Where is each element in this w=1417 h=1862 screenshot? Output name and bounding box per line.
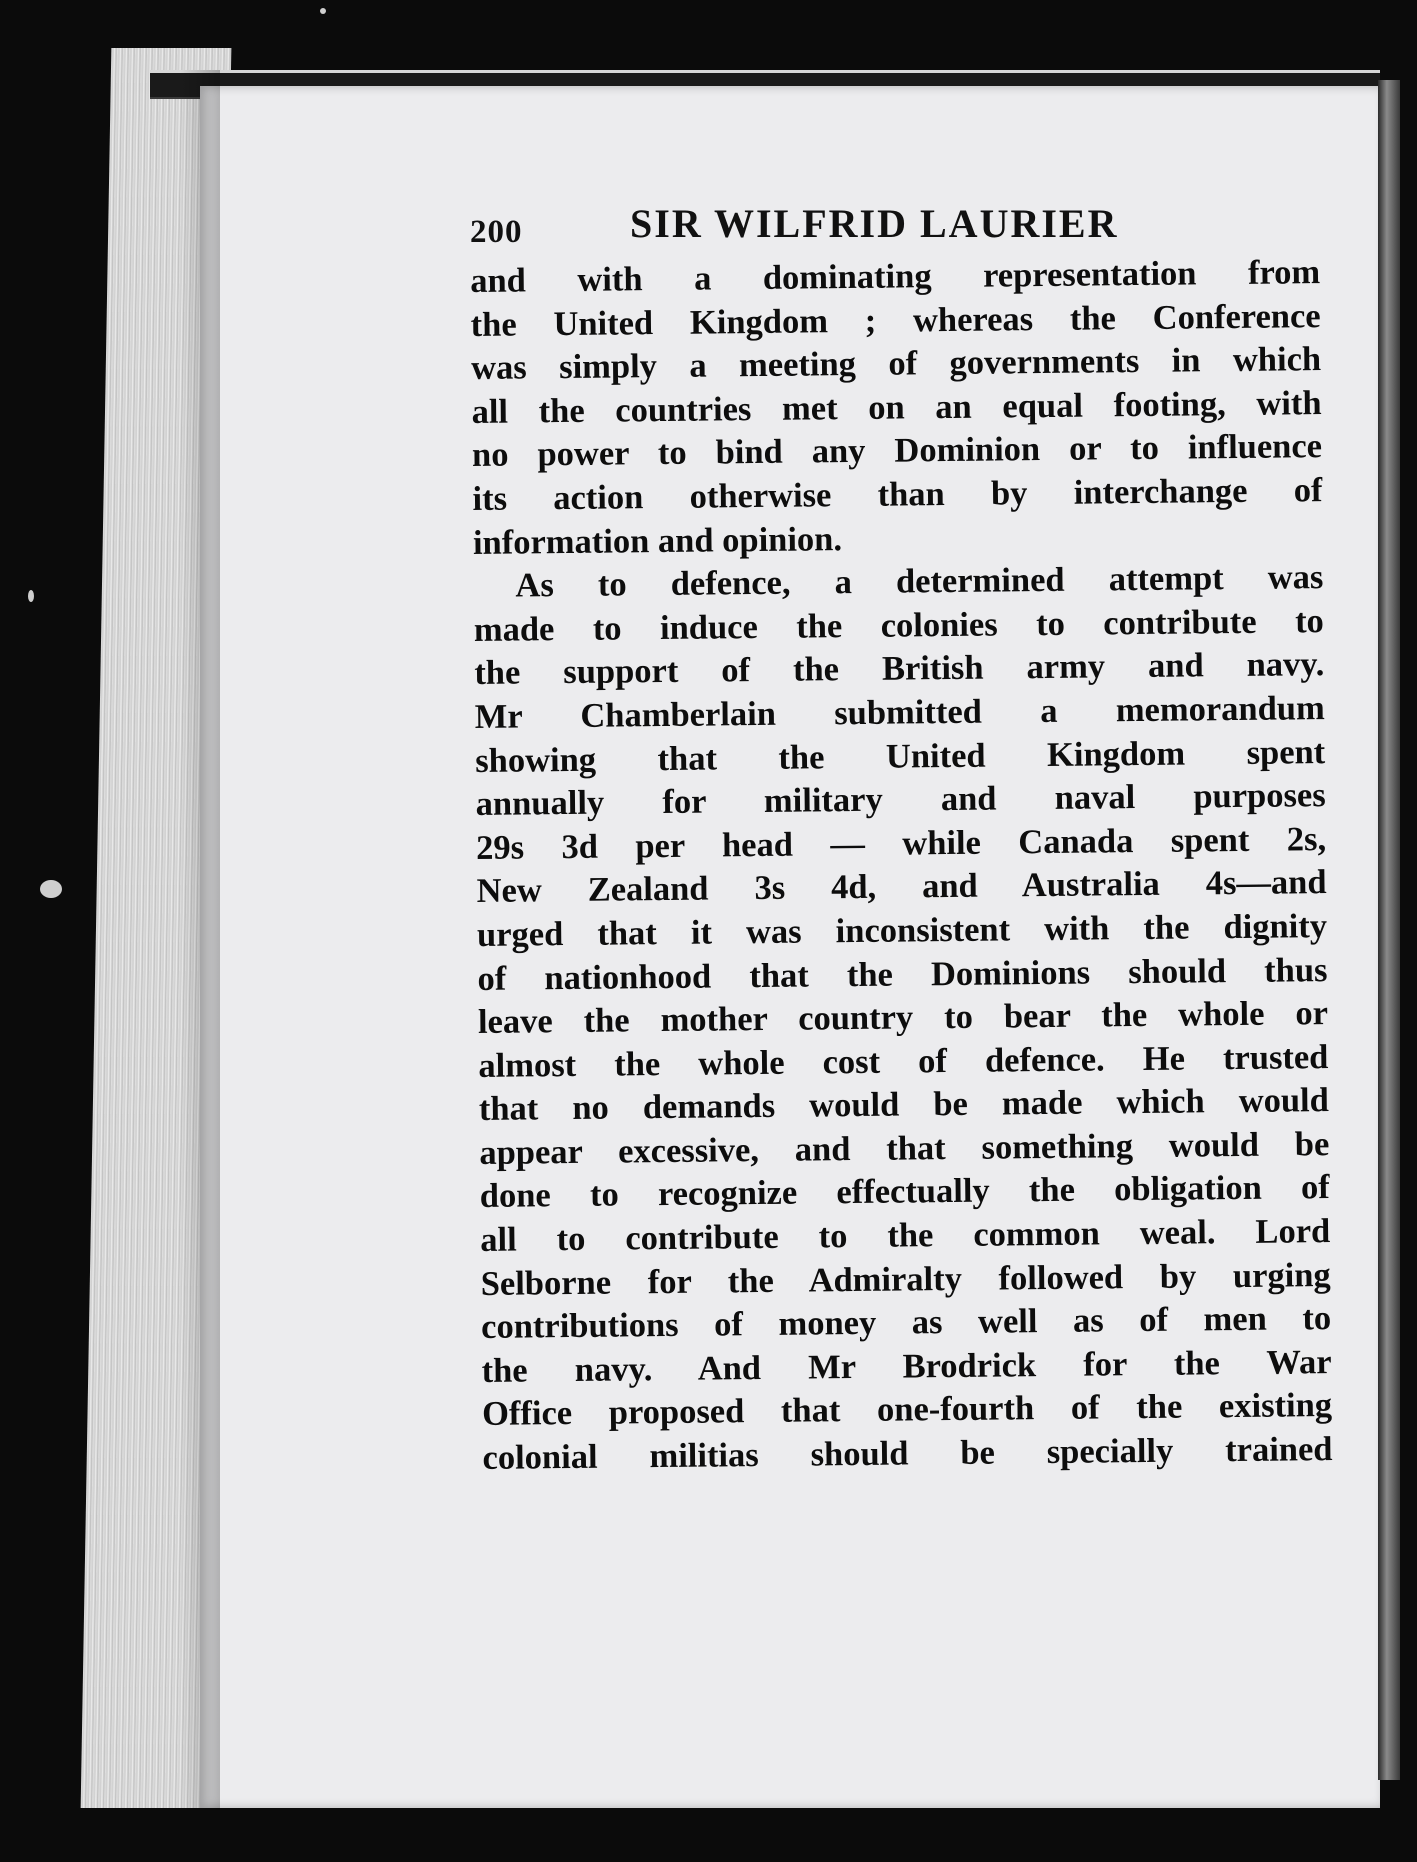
text-line: Selborne for the Admiralty followed by urging	[480, 1255, 1331, 1303]
page-number: 200	[470, 214, 523, 250]
text-line: information and opinion.	[472, 519, 843, 562]
scan-speck	[320, 8, 326, 14]
text-line: annually for military and naval purposes	[475, 776, 1326, 824]
text-line: almost the whole cost of defence. He trusted	[478, 1037, 1329, 1085]
text-line: its action otherwise than by interchange of	[472, 471, 1323, 518]
text-line: the United Kingdom ; whereas the Conference	[470, 296, 1321, 344]
running-head	[470, 200, 1320, 260]
text-line: Office proposed that one-fourth of the existing	[481, 1386, 1333, 1434]
page-content	[470, 200, 1333, 1481]
text-line: made to induce the colonies to contribute to	[473, 601, 1325, 649]
text-line: urged that it was inconsistent with the dignity	[476, 906, 1328, 954]
text-line: the support of the British army and navy.	[474, 645, 1325, 693]
right-binding-edge	[1378, 80, 1400, 1780]
text-line: all the countries met on an equal footing, with	[471, 383, 1322, 431]
text-line: that no demands would be made which would	[478, 1081, 1330, 1129]
text-line: all to contribute to the common weal. Lord	[480, 1212, 1331, 1260]
running-head-title: SIR WILFRID LAURIER	[630, 201, 1119, 246]
text-line: As to defence, a determined attempt was	[515, 558, 1324, 605]
text-line: colonial militias should be specially trained	[482, 1430, 1333, 1477]
text-line: leave the mother country to bear the whole or	[477, 994, 1329, 1042]
scan-speck	[28, 590, 34, 602]
gutter-shadow	[180, 70, 220, 1810]
text-line: done to recognize effectually the obligation of	[479, 1168, 1330, 1216]
scan-speck	[40, 880, 62, 898]
text-line: of nationhood that the Dominions should thus	[477, 950, 1328, 998]
text-line: showing that the United Kingdom spent	[475, 732, 1326, 780]
text-line: no power to bind any Dominion or to influence	[471, 427, 1323, 475]
text-line: 29s 3d per head — while Canada spent 2s,	[475, 819, 1327, 867]
text-line: contributions of money as well as of men to	[480, 1299, 1332, 1347]
text-line: and with a dominating representation from	[470, 253, 1321, 300]
text-line: Mr Chamberlain submitted a memorandum	[474, 689, 1325, 736]
text-line: the navy. And Mr Brodrick for the War	[481, 1342, 1332, 1390]
text-line: appear excessive, and that something would be	[479, 1124, 1330, 1172]
text-line: was simply a meeting of governments in which	[470, 340, 1322, 388]
body-text	[470, 251, 1333, 1480]
text-line: New Zealand 3s 4d, and Australia 4s—and	[476, 863, 1327, 911]
